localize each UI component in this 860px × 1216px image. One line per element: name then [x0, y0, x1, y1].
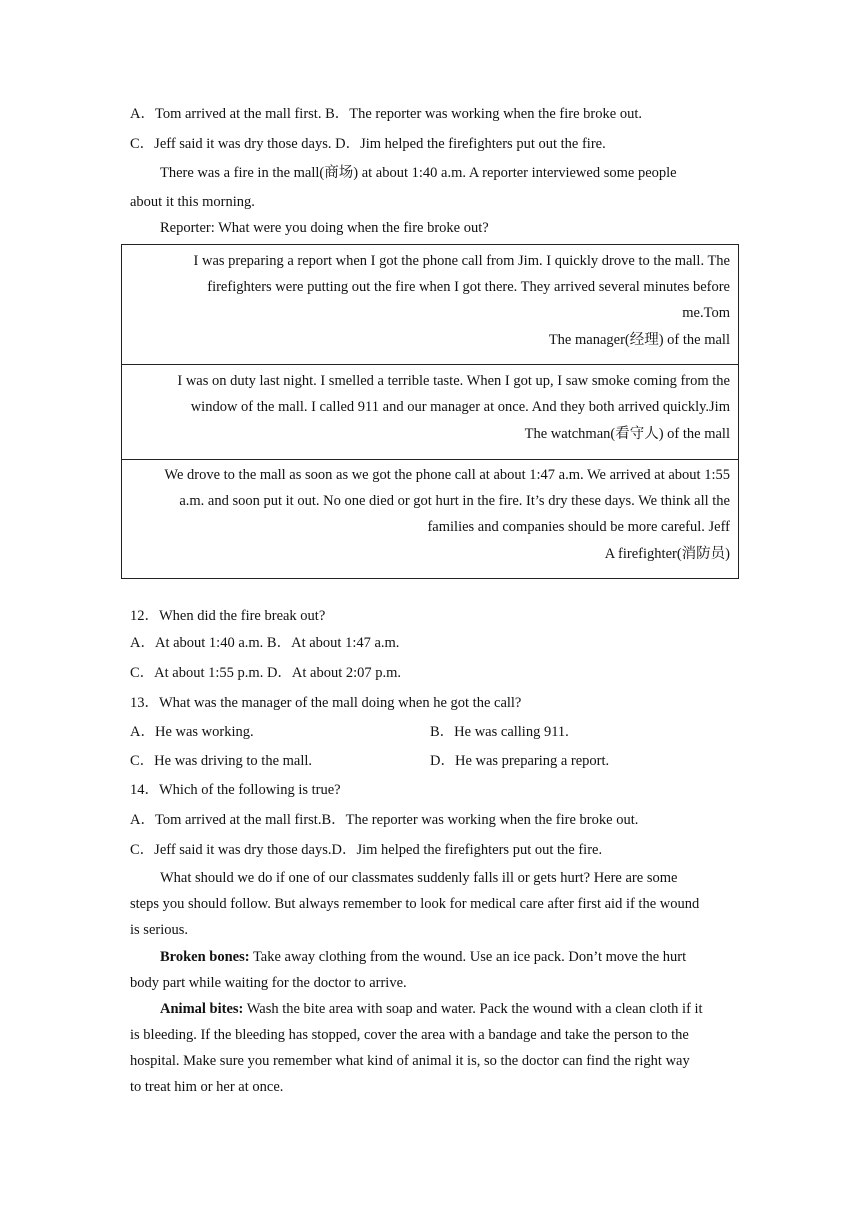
interview-line: window of the mall. I called 911 and our manager at once. And they both arrived quickly.Jim — [190, 399, 730, 415]
interview-box-jeff — [121, 459, 739, 579]
interview-line: families and companies should be more careful. Jeff — [427, 519, 730, 535]
animal-bites-text: Wash the bite area with soap and water. Pack the wound with a clean cloth if it — [243, 1001, 703, 1017]
passage-intro-line-1: There was a fire in the mall(商场) at about 1:40 a.m. A reporter interviewed some people — [160, 165, 677, 181]
animal-bites-heading: Animal bites: — [160, 1001, 244, 1017]
animal-bites-text: to treat him or her at once. — [130, 1079, 284, 1095]
question-14-options-ab: A．Tom arrived at the mall first.B．The reporter was working when the fire broke out. — [130, 812, 639, 828]
animal-bites-text: hospital. Make sure you remember what kind of animal it is, so the doctor can find the right way — [130, 1053, 690, 1069]
reporter-question: Reporter: What were you doing when the fire broke out? — [160, 220, 489, 236]
passage-intro-line-2: about it this morning. — [130, 194, 255, 210]
first-aid-intro-line: steps you should follow. But always remember to look for medical care after first aid if the wound — [130, 896, 700, 912]
question-14-options-cd: C．Jeff said it was dry those days.D．Jim helped the firefighters put out the fire. — [130, 842, 603, 858]
interview-line: We drove to the mall as soon as we got the phone call at about 1:47 a.m. We arrived at about 1:55 — [164, 467, 730, 483]
interview-box-jim — [121, 364, 739, 459]
interview-role: A firefighter(消防员) — [604, 546, 730, 562]
interview-line: a.m. and soon put it out. No one died or got hurt in the fire. It’s dry these days. We think all the — [179, 493, 730, 509]
interview-role: The manager(经理) of the mall — [548, 332, 730, 348]
first-aid-intro-line: is serious. — [130, 922, 188, 938]
broken-bones-text: body part while waiting for the doctor to arrive. — [130, 975, 407, 991]
animal-bites-text: is bleeding. If the bleeding has stopped, cover the area with a bandage and take the person to the — [130, 1027, 689, 1043]
first-aid-intro-line: What should we do if one of our classmates suddenly falls ill or gets hurt? Here are some — [160, 870, 678, 886]
question-13-option-b: B．He was calling 911. — [430, 724, 569, 740]
question-13-option-d: D．He was preparing a report. — [430, 753, 610, 769]
question-13-stem: 13．What was the manager of the mall doing when he got the call? — [130, 695, 522, 711]
broken-bones-paragraph — [160, 948, 686, 966]
broken-bones-heading: Broken bones: — [160, 949, 250, 965]
interview-line: me.Tom — [682, 305, 730, 321]
animal-bites-paragraph — [160, 1000, 703, 1018]
top-option-line-1: A．Tom arrived at the mall first. B．The reporter was working when the fire broke out. — [130, 106, 642, 122]
question-12-options-ab: A．At about 1:40 a.m. B．At about 1:47 a.m. — [130, 635, 400, 651]
interview-line: I was on duty last night. I smelled a terrible taste. When I got up, I saw smoke coming from the — [177, 373, 730, 389]
interview-line: firefighters were putting out the fire when I got there. They arrived several minutes before — [207, 279, 730, 295]
interview-line: I was preparing a report when I got the phone call from Jim. I quickly drove to the mall. The — [193, 253, 730, 269]
interview-role: The watchman(看守人) of the mall — [524, 426, 730, 442]
question-12-options-cd: C．At about 1:55 p.m. D．At about 2:07 p.m. — [130, 665, 402, 681]
question-14-stem: 14．Which of the following is true? — [130, 782, 341, 798]
top-option-line-2: C．Jeff said it was dry those days. D．Jim helped the firefighters put out the fire. — [130, 136, 606, 152]
broken-bones-text: Take away clothing from the wound. Use an ice pack. Don’t move the hurt — [249, 949, 687, 965]
question-13-option-a: A．He was working. — [130, 724, 254, 740]
interview-box-tom — [121, 244, 739, 364]
question-12-stem: 12．When did the fire break out? — [130, 608, 326, 624]
question-13-option-c: C．He was driving to the mall. — [130, 753, 313, 769]
